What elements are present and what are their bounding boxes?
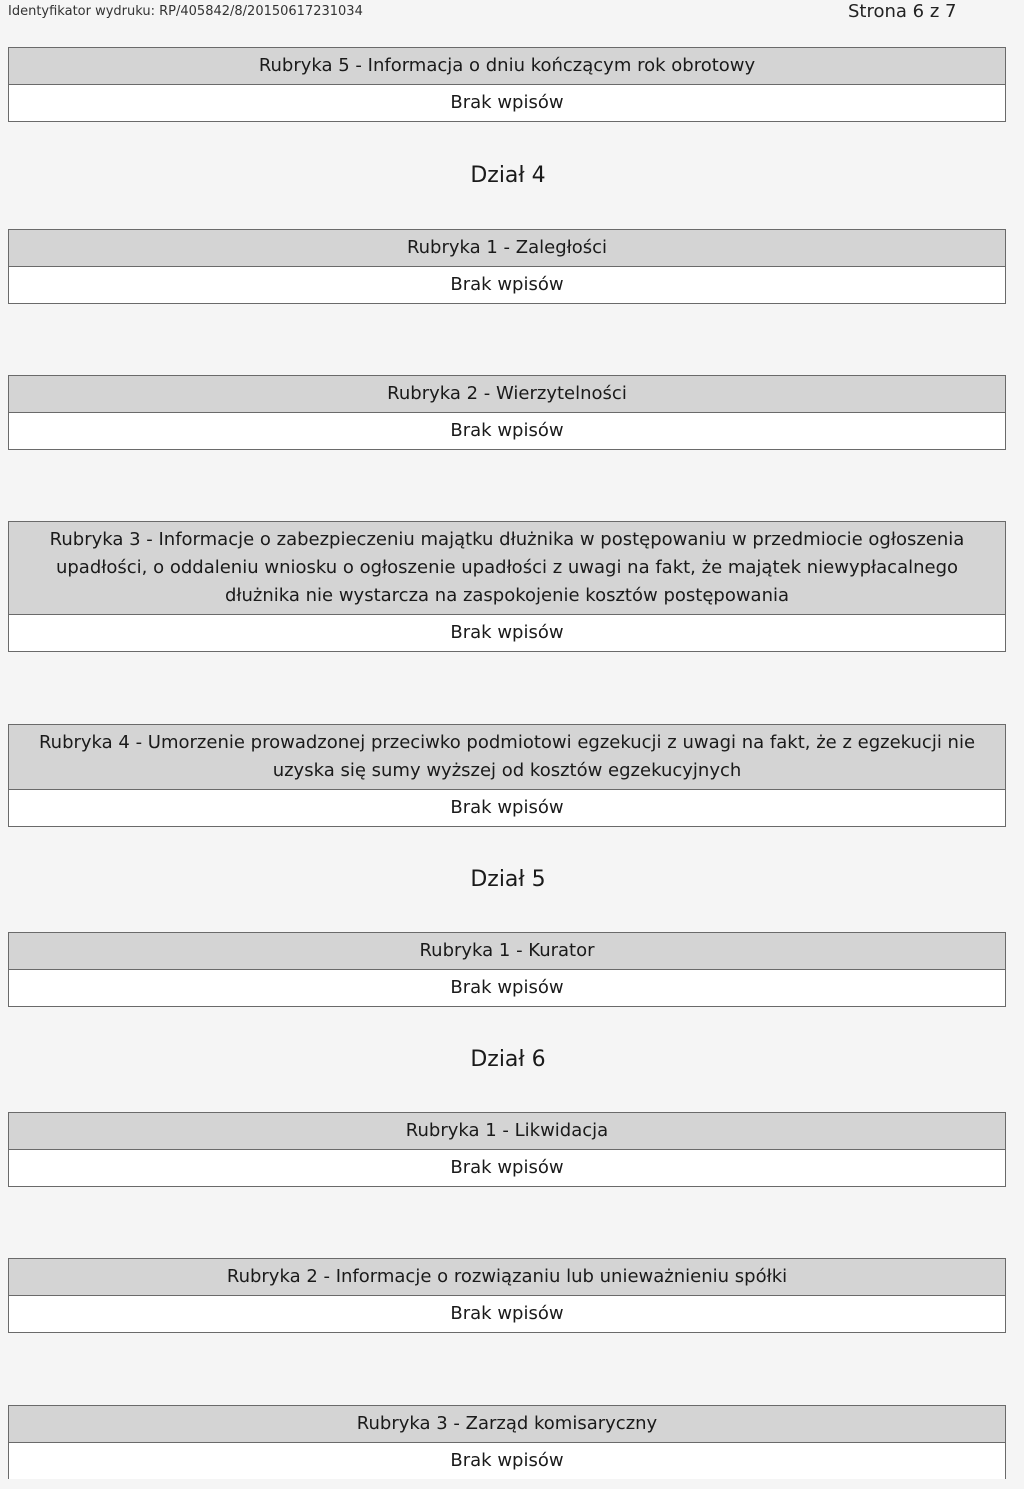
- rubric-title: Rubryka 1 - Likwidacja: [9, 1113, 1005, 1150]
- rubric-entries: Brak wpisów: [9, 615, 1005, 651]
- rubric-title: Rubryka 3 - Informacje o zabezpieczeniu majątku dłużnika w postępowaniu w przedmiocie ogłoszenia upadłości, o oddaleniu wniosku o ogłoszenie upadłości z uwagi na fakt, że majątek niewypłacalnego dłużnika nie wystarcza na zaspokojenie kosztów postępowania: [9, 522, 1005, 615]
- rubric-box: [8, 1112, 1006, 1187]
- rubric-entries: Brak wpisów: [9, 1150, 1005, 1186]
- rubric-box: [8, 724, 1006, 827]
- rubric-box: [8, 229, 1006, 304]
- rubric-title: Rubryka 3 - Zarząd komisaryczny: [9, 1406, 1005, 1443]
- rubric-entries: Brak wpisów: [9, 1443, 1005, 1479]
- rubric-title: Rubryka 5 - Informacja o dniu kończącym rok obrotowy: [9, 48, 1005, 85]
- rubric-box: [8, 932, 1006, 1007]
- rubric-box: [8, 1258, 1006, 1333]
- rubric-entries: Brak wpisów: [9, 85, 1005, 121]
- rubric-entries: Brak wpisów: [9, 413, 1005, 449]
- section-heading: Dział 4: [470, 163, 546, 188]
- section-heading: Dział 5: [470, 867, 546, 892]
- rubric-box: [8, 1405, 1006, 1479]
- rubric-entries: Brak wpisów: [9, 790, 1005, 826]
- rubric-box: [8, 47, 1006, 122]
- rubric-entries: Brak wpisów: [9, 1296, 1005, 1332]
- print-identifier: Identyfikator wydruku: RP/405842/8/20150617231034: [8, 4, 363, 19]
- rubric-entries: Brak wpisów: [9, 267, 1005, 303]
- rubric-title: Rubryka 1 - Zaległości: [9, 230, 1005, 267]
- rubric-box: [8, 521, 1006, 652]
- rubric-box: [8, 375, 1006, 450]
- rubric-title: Rubryka 2 - Wierzytelności: [9, 376, 1005, 413]
- rubric-title: Rubryka 2 - Informacje o rozwiązaniu lub unieważnieniu spółki: [9, 1259, 1005, 1296]
- section-heading: Dział 6: [470, 1047, 546, 1072]
- rubric-entries: Brak wpisów: [9, 970, 1005, 1006]
- rubric-title: Rubryka 1 - Kurator: [9, 933, 1005, 970]
- rubric-title: Rubryka 4 - Umorzenie prowadzonej przeciwko podmiotowi egzekucji z uwagi na fakt, że z egzekucji nie uzyska się sumy wyższej od kosztów egzekucyjnych: [9, 725, 1005, 790]
- page-number: Strona 6 z 7: [848, 1, 957, 22]
